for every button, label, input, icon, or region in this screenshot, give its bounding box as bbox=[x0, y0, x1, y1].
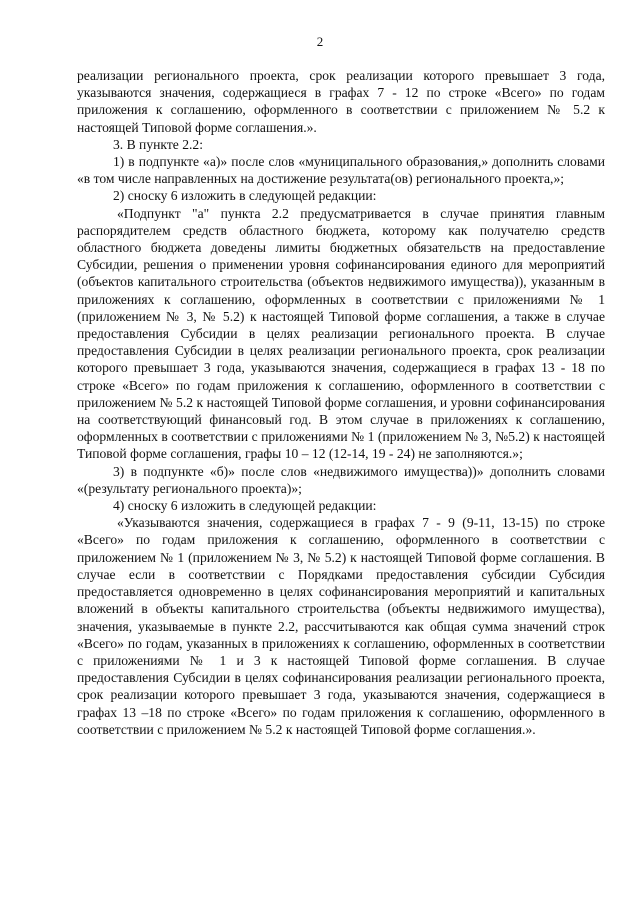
paragraph-subitem-1: 1) в подпункте «а)» после слов «муниципального образования,» дополнить словами «в том числе направленных на достижение результата(ов) регионального проекта,»; bbox=[77, 154, 605, 187]
paragraph-item-3: 3. В пункте 2.2: bbox=[113, 136, 203, 152]
paragraph-subitem-3: 3) в подпункте «б)» после слов «недвижимого имущества))» дополнить словами «(результату регионального проекта)»; bbox=[77, 463, 605, 496]
page-number: 2 bbox=[316, 34, 324, 49]
paragraph-footnote-6-text-b: «Указываются значения, содержащиеся в графах 7 - 9 (9-11, 13-15) по строке «Всего» по годам приложения к соглашению, оформленного в соответствии с приложением № 1 (приложением № 3, № 5.2) к настоящей Типовой форме соглашения. В случае если в соответствии с Порядками предоставления субсидии Субсидия предоставляется одновременно в целях софинансирования мероприятий и капитальных вложений в объекты капитального строительства (объекты недвижимого имущества), значения, указываемые в пункте 2.2, рассчитываются как общая сумма значений строк «Всего» по годам, указанных в приложениях к соглашению, оформленных в соответствии с приложениями № 1 и 3 к настоящей Типовой форме соглашения. В случае предоставления Субсидии в целях софинансирования реализации регионального проекта, срок реализации которого превышает 3 года, указываются значения, содержащиеся в графах 13 –18 по строке «Всего» по годам приложения к соглашению, оформленного в соответствии с приложением № 5.2 к настоящей Типовой форме соглашения.». bbox=[77, 515, 605, 737]
document-body bbox=[77, 67, 605, 738]
paragraph-continuation: реализации регионального проекта, срок реализации которого превышает 3 года, указываются значения, содержащиеся в графах 7 - 12 по строке «Всего» по годам приложения к соглашению, оформленного в соответствии с приложением № 5.2 к настоящей Типовой форме соглашения.». bbox=[77, 68, 605, 135]
paragraph-subitem-2: 2) сноску 6 изложить в следующей редакции: bbox=[113, 188, 377, 204]
paragraph-footnote-6-text-a: «Подпункт "а" пункта 2.2 предусматривается в случае принятия главным распорядителем средств областного бюджета, которому как получателю средств областного бюджета доведены лимиты бюджетных обязательств на предоставление Субсидии, решения о применении уровня софинансирования единого для мероприятий (объектов капитального строительства (объектов недвижимого имущества)), указанным в приложениях к соглашению, оформленных в соответствии с приложениями № 1 (приложением № 3, № 5.2) к настоящей Типовой форме соглашения, а также в случае предоставления Субсидии в целях реализации регионального проекта. В случае предоставления Субсидии в целях реализации регионального проекта, срок реализации которого превышает 3 года, указываются значения, содержащиеся в графах 13 - 18 по строке «Всего» по годам приложения к соглашению, оформленного в соответствии с приложением № 5.2 к настоящей Типовой форме соглашения, и уровни софинансирования на соответствующий финансовый год. В этом случае в приложениях к соглашению, оформленных в соответствии с приложениями № 1 (приложением № 3, №5.2) к настоящей Типовой форме соглашения, графы 10 – 12 (12-14, 19 - 24) не заполняются.»; bbox=[77, 205, 605, 462]
paragraph-subitem-4: 4) сноску 6 изложить в следующей редакции: bbox=[113, 498, 377, 514]
